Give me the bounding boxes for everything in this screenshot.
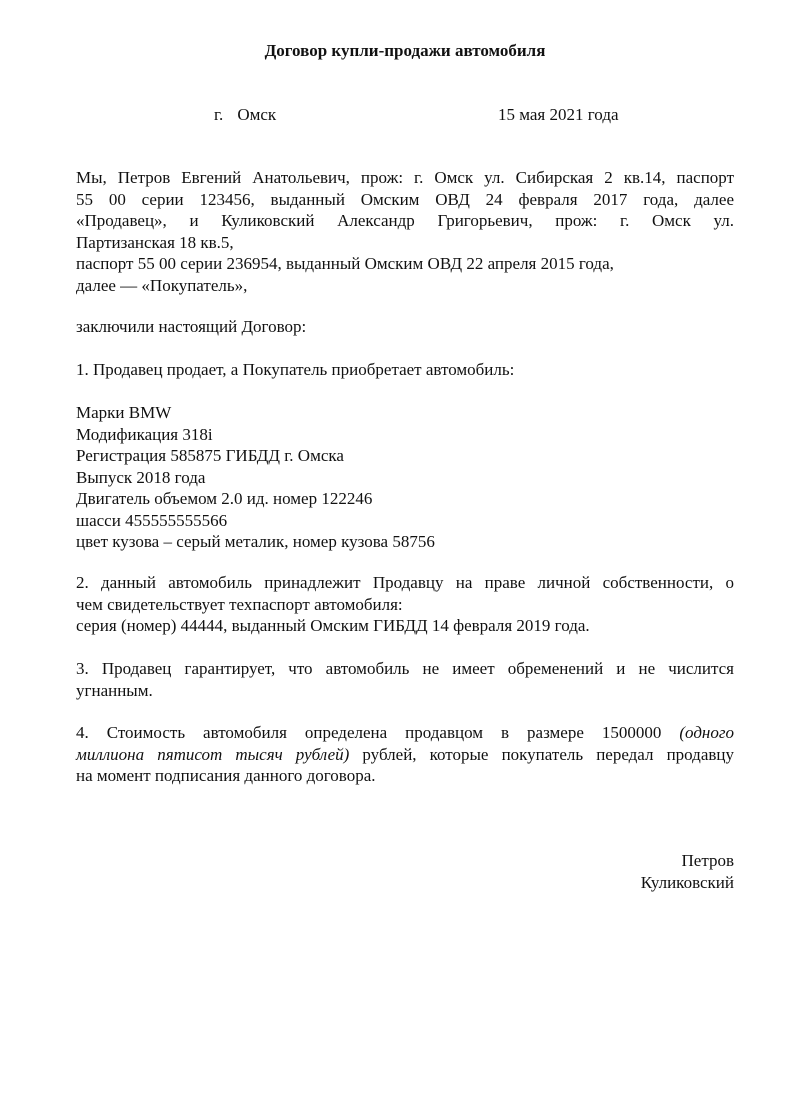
clause-2-line: чем свидетельствует техпаспорт автомобиля: xyxy=(76,594,403,614)
car-color: цвет кузова – серый металик, номер кузова 58756 xyxy=(76,532,435,551)
concluded-line: заключили настоящий Договор: xyxy=(76,317,307,336)
car-modification: Модификация 318i xyxy=(76,424,213,444)
clause-2-line: серия (номер) 44444, выданный Омским ГИБДД 14 февраля 2019 года. xyxy=(76,616,590,635)
clause-3-line: 3. Продавец гарантирует, что автомобиль не имеет обременений и не числится xyxy=(76,659,734,678)
clause-4-price-text: 4. Стоимость автомобиля определена продавцом в размере 1500000 xyxy=(76,723,662,742)
clause-4-line-2 xyxy=(76,744,734,766)
car-details-list xyxy=(76,402,734,553)
place-prefix: г. xyxy=(214,105,224,124)
parties-line: 55 00 серии 123456, выданный Омским ОВД 24 февраля 2017 года, далее xyxy=(76,189,734,209)
parties-line: далее — «Покупатель», xyxy=(76,275,248,295)
parties-line: Мы, Петров Евгений Анатольевич, прож: г. Омск ул. Сибирская 2 кв.14, паспорт xyxy=(76,168,734,187)
clause-3 xyxy=(76,658,734,701)
contract-date: 15 мая 2021 года xyxy=(498,105,619,124)
signature-buyer: Куликовский xyxy=(640,873,734,892)
car-chassis: шасси 455555555566 xyxy=(76,510,228,530)
contract-place xyxy=(214,104,276,126)
clause-4-transfer-text: рублей, которые покупатель передал продавцу xyxy=(362,744,734,764)
parties-line: «Продавец», и Куликовский Александр Григорьевич, прож: г. Омск ул. xyxy=(76,211,734,230)
parties-line: паспорт 55 00 серии 236954, выданный Омским ОВД 22 апреля 2015 года, xyxy=(76,254,614,273)
clause-4-line-3: на момент подписания данного договора. xyxy=(76,766,376,785)
clause-4-price-words: (одного xyxy=(679,723,734,742)
clause-4-line-1 xyxy=(76,722,734,744)
car-registration: Регистрация 585875 ГИБДД г. Омска xyxy=(76,446,344,465)
clause-2-line: 2. данный автомобиль принадлежит Продавцу на праве личной собственности, о xyxy=(76,573,734,592)
clause-4-price-words-cont: миллиона пятисот тысяч рублей) xyxy=(76,744,350,764)
clause-2 xyxy=(76,572,734,637)
parties-line: Партизанская 18 кв.5, xyxy=(76,232,234,252)
parties-paragraph xyxy=(76,167,734,296)
document-title: Договор купли-продажи автомобиля xyxy=(264,41,546,60)
clause-1-text: 1. Продавец продает, а Покупатель приобретает автомобиль: xyxy=(76,360,515,379)
place-city: Омск xyxy=(237,105,277,124)
car-year: Выпуск 2018 года xyxy=(76,467,206,487)
signature-seller: Петров xyxy=(681,851,734,870)
clause-4 xyxy=(76,722,734,787)
clause-3-line: угнанным. xyxy=(76,680,153,700)
car-engine: Двигатель объемом 2.0 ид. номер 122246 xyxy=(76,489,373,508)
car-brand: Марки BMW xyxy=(76,403,172,422)
